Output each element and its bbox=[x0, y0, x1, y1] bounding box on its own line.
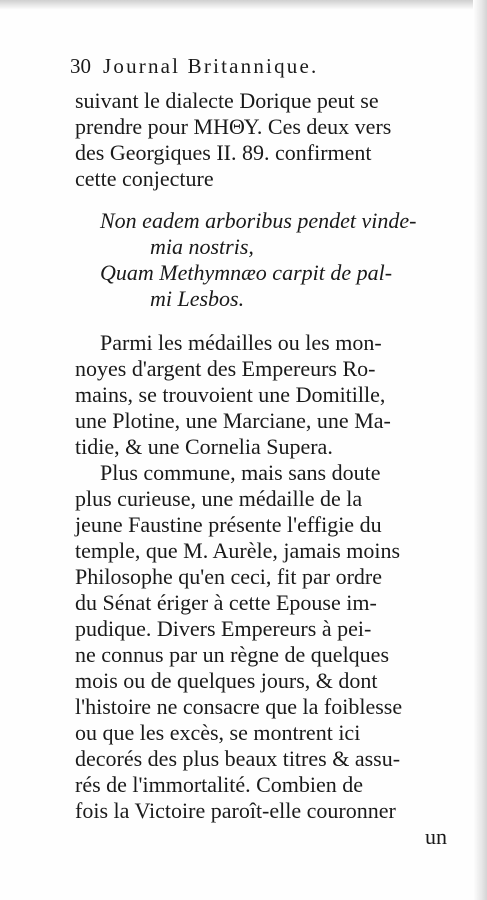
text-line: temple, que M. Aurèle, jamais moins bbox=[75, 538, 401, 563]
text-line: ou que les excès, se montrent ici bbox=[75, 720, 361, 745]
text-line: cette conjecture bbox=[75, 166, 214, 191]
text-line: l'histoire ne consacre que la foiblesse bbox=[75, 694, 403, 719]
text-line: Parmi les médailles ou les mon- bbox=[100, 330, 382, 355]
quote-line: Quam Methymnæo carpit de pal- bbox=[100, 260, 393, 285]
text-line: Philosophe qu'en ceci, fit par ordre bbox=[75, 564, 382, 589]
text-line: decorés des plus beaux titres & assu- bbox=[75, 746, 401, 771]
text-line: rés de l'immortalité. Combien de bbox=[75, 772, 364, 797]
page-binding-edge bbox=[473, 0, 487, 900]
text-line: des Georgiques II. 89. confirment bbox=[75, 140, 372, 165]
text-line: mois ou de quelques jours, & dont bbox=[75, 668, 378, 693]
text-line: fois la Victoire paroît-elle couronner bbox=[75, 798, 396, 823]
quote-line: mi Lesbos. bbox=[150, 286, 245, 311]
text-line: pudique. Divers Empereurs à pei- bbox=[75, 616, 372, 641]
quote-line: mia nostris, bbox=[150, 234, 254, 259]
running-header bbox=[70, 54, 430, 79]
catchword: un bbox=[425, 824, 447, 849]
text-line: noyes d'argent des Empereurs Ro- bbox=[75, 356, 376, 381]
text-line: plus curieuse, une médaille de la bbox=[75, 486, 363, 511]
text-line: suivant le dialecte Dorique peut se bbox=[75, 88, 379, 113]
quote-line: Non eadem arboribus pendet vinde- bbox=[100, 208, 417, 233]
text-line: mains, se trouvoient une Domitille, bbox=[75, 382, 386, 407]
text-line: jeune Faustine présente l'effigie du bbox=[75, 512, 382, 537]
text-line: tidie, & une Cornelia Supera. bbox=[75, 434, 333, 459]
running-title: Journal Britannique. bbox=[103, 54, 319, 78]
text-line: ne connus par un règne de quelques bbox=[75, 642, 390, 667]
text-line: Plus commune, mais sans doute bbox=[100, 460, 381, 485]
page-number: 30 bbox=[70, 54, 91, 78]
text-line: prendre pour ΜΗΘΥ. Ces deux vers bbox=[75, 114, 392, 139]
text-line: une Plotine, une Marciane, une Ma- bbox=[75, 408, 391, 433]
page-top-edge bbox=[0, 0, 487, 10]
text-line: du Sénat ériger à cette Epouse im- bbox=[75, 590, 377, 615]
